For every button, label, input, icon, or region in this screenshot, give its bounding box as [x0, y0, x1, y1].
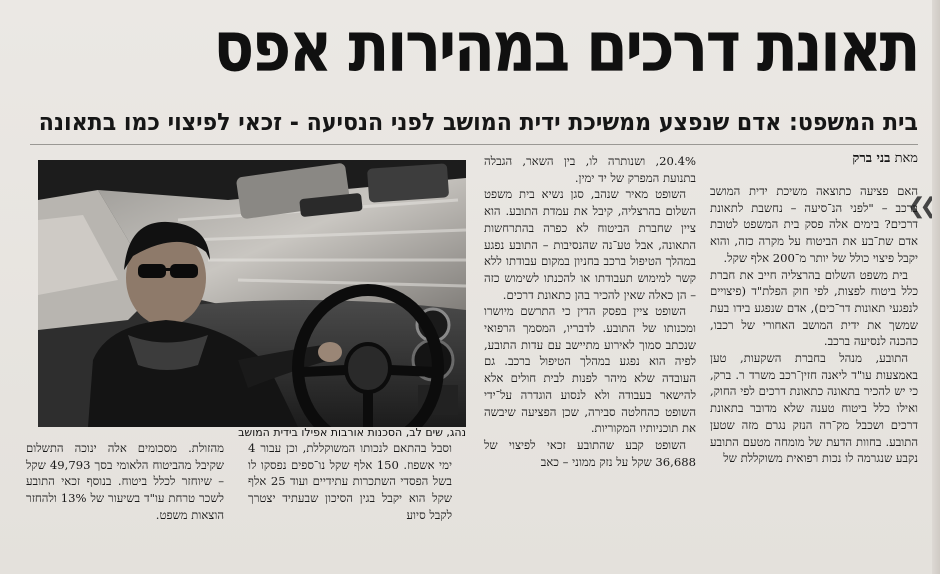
paragraph: התובע, מנהל בחברת השקעות, טען באמצעות עו"ד ליאנה חזין־רכב משרד ר. ברק, כי יש להכיר בתאונה כתאונת דרכים לפי החוק, ואילו כלל ביטוח טענה שלא מדובר בתאונת דרכים ושכבל מק־רה הנזק נגרם מזה שטען התובע. בחוות הדעת של מומחה מטעם התובע נקבע שנגרמה לו נכות רפואית משוקללת של: [710, 351, 918, 466]
driver-photo: [38, 160, 466, 427]
page-edge: [932, 0, 940, 574]
divider: [30, 144, 918, 145]
byline-author: בני ברק: [852, 151, 891, 166]
article-column-1: [710, 183, 918, 467]
subheadline: בית המשפט: אדם שנפצע ממשיכת ידית המושב לפני הנסיעה - זכאי לפיצוי כמו בתאונה: [38, 108, 919, 136]
article-column-4: [26, 440, 224, 524]
byline: [718, 150, 918, 168]
byline-prefix: מאת: [894, 151, 918, 166]
double-chevron-icon: ❮❮: [907, 194, 932, 219]
paragraph: השופט קבע שהתובע זכאי לפיצוי של 36,688 שקל על נזק ממוני – כאב: [484, 437, 696, 469]
article-column-3: [248, 440, 452, 524]
driver-photo-illustration: [38, 160, 466, 427]
paragraph: השופט מאיר שנהב, סגן נשיא בית משפט השלום בהרצליה, קיבל את עמדת התובע. הוא ציין שחברת הביטוח לא כפרה בהתרחשות התאונה, אבל טע־נה שהנסיבות – התובע נפגע במהלך הטיפול ברכב בחניון במקום עבודתו ללא קשר למימוש תעבודתו או להכנתו לשימוש כזה – הן כאלה שאין להכיר בהן כתאונת דרכים.: [484, 187, 696, 302]
headline: תאונת דרכים במהירות אפס: [213, 6, 918, 88]
paragraph: מהזולת. מסכומים אלה ינוכה התשלום שקיבל מהביטוח הלאומי בסך 49,793 שקל – שיוחזר לכלל ביטוח. בנוסף זכאי התובע לשכר טרחת עו"ד בשיעור של 13% ולהחזר הוצאות משפט.: [26, 441, 224, 522]
paragraph: 20.4%, ושנותרה לו, בין השאר, הגבלה בתנועת המפרק של יד ימין.: [484, 154, 696, 185]
paragraph: בית משפט השלום בהרצליה חייב את חברת כלל ביטוח לפצות, לפי חוק הפלת"ד (פיצויים לנפגעי תאונות דר־כים), אדם שנפגע בידו בעת שמשך את ידית המושב האחורי של רכבו, כהכנה לנסיעה ברכב.: [710, 267, 918, 349]
paragraph: וסבל בהתאם לנכותו המשוקללת, וכן עבור 4 ימי אשפוז. 150 אלף שקל נו־ספים נפסקו לו בשל הפסדי השתכרות עתידיים ועוד 25 אלף שקל הוא יקבל בגין הסיכון שבעתיד יצטרך לקבל סיוע: [248, 441, 452, 522]
photo-caption: נהג, שים לב, הסכנות אורבות אפילו בידית המושב: [238, 426, 466, 439]
article-column-2: [484, 153, 696, 470]
paragraph: השופט ציין בפסק הדין כי התרשם מיושרו ומכנותו של התובע. לדבריו, המסמך הרפואי שנכתב סמוך לאירוע מתיישב עם עדות התובע, לפיה הוא נפגע במהלך הטיפול ברכב. גם העובדה שלא מיהר לפנות לבית חולים אלא להישאר בעבודה ולא לנסוע הוגדרה על־ידי השופט כהחלטה סבירה, שכן הפציעה שיבשה את תוכניותיו המקוריות.: [484, 304, 696, 436]
paragraph: האם פציעה כתוצאה משיכת ידית המושב ברכב – "לפני הנ־סיעה – נחשבת לתאונת דרכים? בימים אלה פסק בית המשפט לטובת אדם שת־בע את הביטוח על מקרה כזה, והוא יקבל פיצוי כולל של יותר מ־200 אלף שקל.: [710, 184, 918, 265]
